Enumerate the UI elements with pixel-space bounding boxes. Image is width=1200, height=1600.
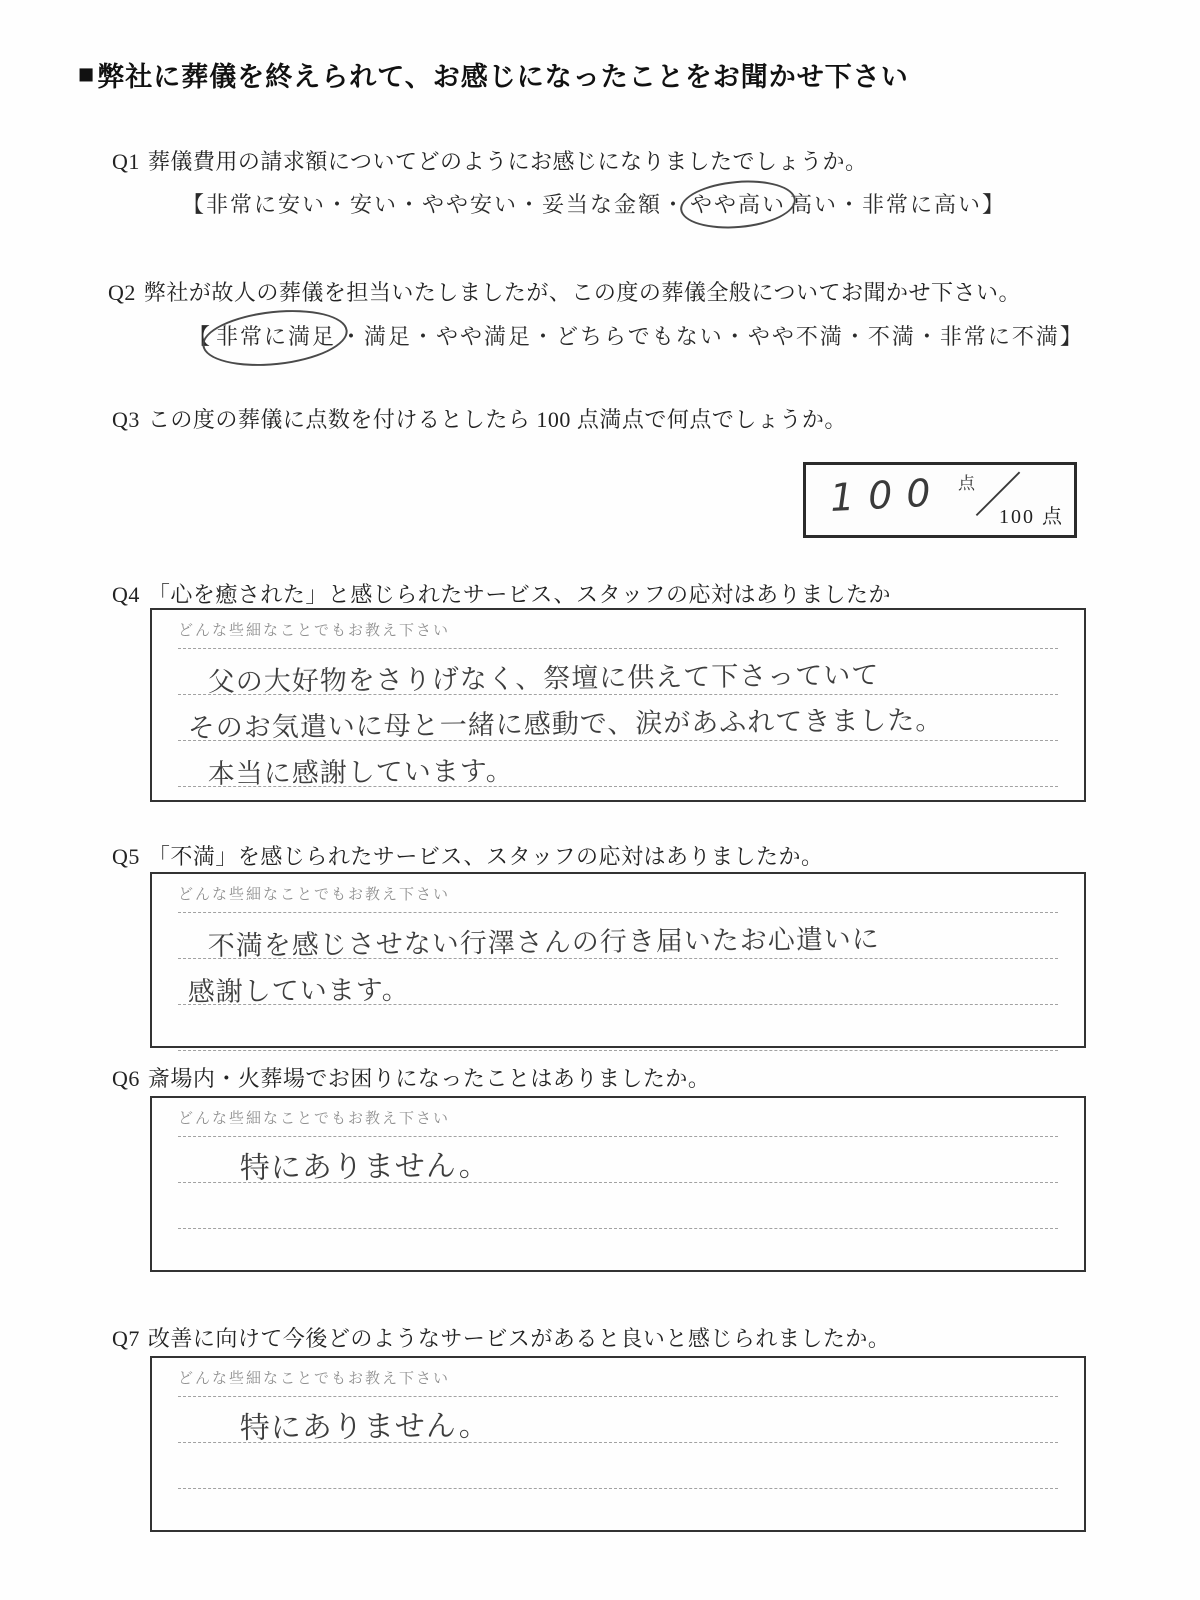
question-q4 xyxy=(112,578,891,609)
q3-text: この度の葬儀に点数を付けるとしたら 100 点満点で何点でしょうか。 xyxy=(147,407,847,432)
q1-options-before: 【非常に安い・安い・やや安い・妥当な金額・ xyxy=(182,192,687,217)
q2-options-after: ・満足・やや満足・どちらでもない・やや不満・不満・非常に不満】 xyxy=(340,324,1084,349)
q7-answer-box xyxy=(150,1356,1086,1532)
ruled-line xyxy=(178,1137,1058,1186)
q3-label: Q3 xyxy=(112,407,140,432)
q5-handwriting-line-2: 感謝しています。 xyxy=(187,974,410,1008)
q2-options xyxy=(188,320,1084,351)
score-unit-label: 点 xyxy=(958,474,975,493)
ruled-line xyxy=(178,649,1058,698)
page-title xyxy=(78,55,909,94)
score-box xyxy=(803,462,1077,538)
q1-options-after: 高い・非常に高い】 xyxy=(790,192,1007,217)
q2-circled-option: 非常に満足 xyxy=(212,320,340,351)
q2-text: 弊社が故人の葬儀を担当いたしましたが、この度の葬儀全般についてお聞かせ下さい。 xyxy=(143,280,1021,305)
q5-handwriting-line-1: 不満を感じさせない行澤さんの行き届いたお心遣いに xyxy=(207,923,880,962)
ruled-line xyxy=(178,1005,1058,1051)
ruled-line xyxy=(178,741,1058,790)
q1-label: Q1 xyxy=(112,149,140,174)
q7-label: Q7 xyxy=(112,1326,140,1351)
q5-label: Q5 xyxy=(112,844,140,869)
ruled-line xyxy=(178,1443,1058,1489)
q1-options xyxy=(182,188,1006,219)
q6-text: 斎場内・火葬場でお困りになったことはありましたか。 xyxy=(147,1066,711,1091)
question-q2 xyxy=(108,276,1021,307)
q6-answer-box xyxy=(150,1096,1086,1272)
question-q6 xyxy=(112,1062,710,1093)
q4-handwriting-line-2: そのお気遣いに母と一緒に感動で、涙があふれてきました。 xyxy=(187,705,944,744)
question-q1 xyxy=(112,145,867,176)
q6-instruction: どんな些細なことでもお教え下さい xyxy=(178,1098,1058,1137)
question-q5 xyxy=(112,840,824,871)
score-handwritten-value: 100 xyxy=(828,470,946,520)
q4-label: Q4 xyxy=(112,582,140,607)
q2-options-before: 【 xyxy=(188,324,213,349)
ruled-line xyxy=(178,1183,1058,1229)
q1-text: 葬儀費用の請求額についてどのようにお感じになりましたでしょうか。 xyxy=(147,149,868,174)
q4-text: 「心を癒された」と感じられたサービス、スタッフの応対はありましたか xyxy=(147,582,892,607)
header-title-text: 弊社に葬儀を終えられて、お感じになったことをお聞かせ下さい xyxy=(97,62,909,92)
ruled-line xyxy=(178,913,1058,962)
q5-answer-box xyxy=(150,872,1086,1048)
score-max-label: 100 点 xyxy=(999,506,1064,528)
q4-handwriting-line-1: 父の大好物をさりげなく、祭壇に供えて下さっていて xyxy=(207,659,880,698)
q2-label: Q2 xyxy=(108,280,136,305)
q4-instruction: どんな些細なことでもお教え下さい xyxy=(178,610,1058,649)
q1-circled-option: やや高い xyxy=(686,188,790,219)
q5-instruction: どんな些細なことでもお教え下さい xyxy=(178,874,1058,913)
q5-text: 「不満」を感じられたサービス、スタッフの応対はありましたか。 xyxy=(147,844,824,869)
q6-handwriting-line-1: 特にありません。 xyxy=(239,1147,490,1186)
header-square-mark: ■ xyxy=(78,59,96,89)
q4-answer-box xyxy=(150,608,1086,802)
question-q3 xyxy=(112,403,847,434)
ruled-line xyxy=(178,959,1058,1008)
score-slash: ／ xyxy=(974,470,1023,523)
q6-label: Q6 xyxy=(112,1066,140,1091)
q7-instruction: どんな些細なことでもお教え下さい xyxy=(178,1358,1058,1397)
question-q7 xyxy=(112,1322,890,1353)
q7-handwriting-line-1: 特にありません。 xyxy=(239,1407,490,1446)
q7-text: 改善に向けて今後どのようなサービスがあると良いと感じられましたか。 xyxy=(147,1326,891,1351)
ruled-line xyxy=(178,695,1058,744)
ruled-line xyxy=(178,1397,1058,1446)
q4-handwriting-line-3: 本当に感謝しています。 xyxy=(207,755,514,790)
